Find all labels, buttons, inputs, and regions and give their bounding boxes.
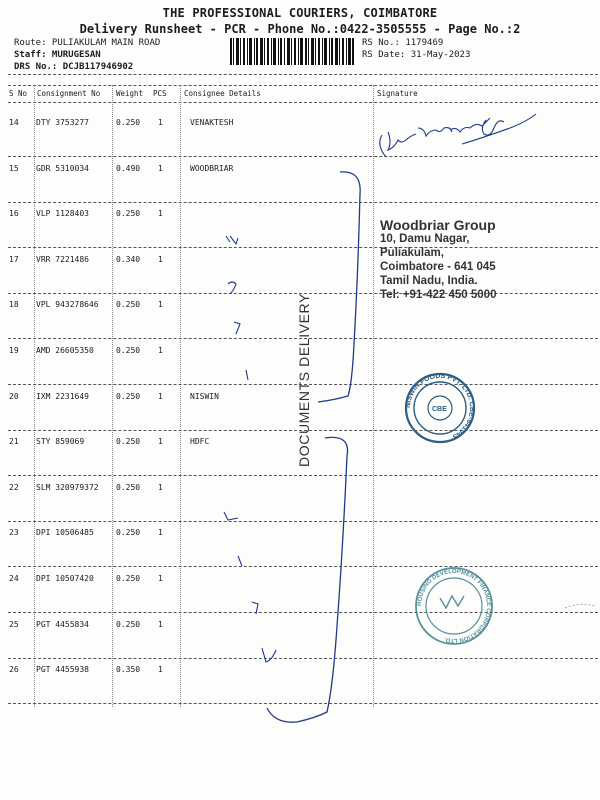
row-consignee: VENAKTESH [190, 118, 234, 127]
row-sno: 18 [9, 300, 19, 309]
row-consignment-no: GDR 5310034 [36, 164, 89, 173]
tick-mark [262, 648, 276, 662]
col-header-consignment: Consignment No [37, 89, 101, 98]
stamp-address-line: Puliakulam, [380, 247, 444, 259]
row-consignment-no: DPI 10506485 [36, 528, 94, 537]
row-weight: 0.250 [116, 528, 141, 537]
row-weight: 0.250 [116, 300, 141, 309]
documents-delivery-stamp: DOCUMENTS DELIVERY [296, 293, 312, 467]
col-header-pcs: PCS [153, 89, 167, 98]
tick-mark [226, 236, 238, 244]
route-label: Route: PULIAKULAM MAIN ROAD [14, 38, 161, 48]
tick-mark [224, 512, 238, 520]
row-weight: 0.350 [116, 665, 141, 674]
rs-date: RS Date: 31-May-2023 [362, 50, 471, 60]
stamp-company: Woodbriar Group [380, 217, 496, 233]
row-consignment-no: PGT 4455834 [36, 620, 89, 629]
svg-text:HOUSING DEVELOPMENT FINANCE CO: HOUSING DEVELOPMENT FINANCE CORPORATION LTD. [416, 568, 492, 644]
row-pcs: 1 [158, 118, 163, 127]
tick-mark [246, 370, 248, 380]
row-consignment-no: DPI 10507420 [36, 574, 94, 583]
row-weight: 0.250 [116, 483, 141, 492]
row-pcs: 1 [158, 346, 163, 355]
row-weight: 0.250 [116, 620, 141, 629]
delivery-bracket [318, 172, 360, 402]
housing-finance-seal [416, 568, 492, 644]
row-consignment-no: VRR 7221486 [36, 255, 89, 264]
row-consignment-no: VPL 943278646 [36, 300, 99, 309]
row-pcs: 1 [158, 392, 163, 401]
row-sno: 26 [9, 665, 19, 674]
row-sno: 14 [9, 118, 19, 127]
svg-text:NISWIN FOODS PVT. LTD. CBE-641: NISWIN FOODS PVT. LTD. CBE-641045 [404, 372, 476, 440]
row-sno: 20 [9, 392, 19, 401]
row-consignment-no: DTY 3753277 [36, 118, 89, 127]
row-weight: 0.250 [116, 437, 141, 446]
row-consignment-no: STY 859069 [36, 437, 85, 446]
row-weight: 0.250 [116, 118, 141, 127]
row-consignment-no: VLP 1128403 [36, 209, 89, 218]
row-consignment-no: PGT 4455938 [36, 665, 89, 674]
row-pcs: 1 [158, 437, 163, 446]
runsheet-subtitle: Delivery Runsheet - PCR - Phone No.:0422-3505555 - Page No.:2 [79, 22, 521, 36]
row-weight: 0.250 [116, 346, 141, 355]
row-weight: 0.250 [116, 574, 141, 583]
row-pcs: 1 [158, 574, 163, 583]
row-pcs: 1 [158, 300, 163, 309]
staff-label: Staff: MURUGESAN [14, 50, 101, 60]
row-pcs: 1 [158, 255, 163, 264]
drs-number: DRS No.: DCJB117946902 [14, 62, 134, 72]
tick-mark [234, 322, 240, 334]
stamp-address-line: 10, Damu Nagar, [380, 233, 470, 245]
row-consignee: HDFC [190, 437, 210, 446]
row-sno: 16 [9, 209, 19, 218]
stamp-address-line: Coimbatore - 641 045 [380, 261, 496, 273]
row-sno: 19 [9, 346, 19, 355]
row-weight: 0.340 [116, 255, 141, 264]
tick-mark [252, 602, 258, 614]
row-weight: 0.490 [116, 164, 141, 173]
row-pcs: 1 [158, 483, 163, 492]
row-sno: 24 [9, 574, 19, 583]
stamp-address-line: Tamil Nadu, India. [380, 275, 478, 287]
col-header-sno: S No [9, 89, 28, 98]
row-consignment-no: AMD 26605350 [36, 346, 94, 355]
svg-text:CBE: CBE [432, 406, 447, 413]
tick-mark [238, 556, 242, 566]
row-consignment-no: IXM 2231649 [36, 392, 89, 401]
rs-number: RS No.: 1179469 [362, 38, 444, 48]
runsheet-company-title: THE PROFESSIONAL COURIERS, COIMBATORE [162, 6, 438, 20]
row-weight: 0.250 [116, 209, 141, 218]
niswin-seal [405, 373, 475, 442]
woodbriar-address-stamp [380, 218, 496, 302]
col-header-signature: Signature [377, 89, 418, 98]
row-weight: 0.250 [116, 392, 141, 401]
row-sno: 22 [9, 483, 19, 492]
row-consignment-no: SLM 320979372 [36, 483, 99, 492]
row-sno: 15 [9, 164, 19, 173]
row-pcs: 1 [158, 209, 163, 218]
row-pcs: 1 [158, 164, 163, 173]
row-sno: 21 [9, 437, 19, 446]
stamp-phone: Tel: +91-422 450 5000 [380, 289, 497, 301]
row-pcs: 1 [158, 620, 163, 629]
signature-scribble [380, 114, 536, 157]
row-pcs: 1 [158, 665, 163, 674]
col-header-weight: Weight [116, 89, 144, 98]
row-sno: 17 [9, 255, 19, 264]
row-consignee: NISWIN [190, 392, 219, 401]
col-header-consignee: Consignee Details [184, 89, 261, 98]
row-consignee: WOODBRIAR [190, 164, 234, 173]
tick-mark [228, 282, 236, 294]
row-sno: 23 [9, 528, 19, 537]
row-sno: 25 [9, 620, 19, 629]
row-pcs: 1 [158, 528, 163, 537]
delivery-bracket [267, 437, 348, 722]
